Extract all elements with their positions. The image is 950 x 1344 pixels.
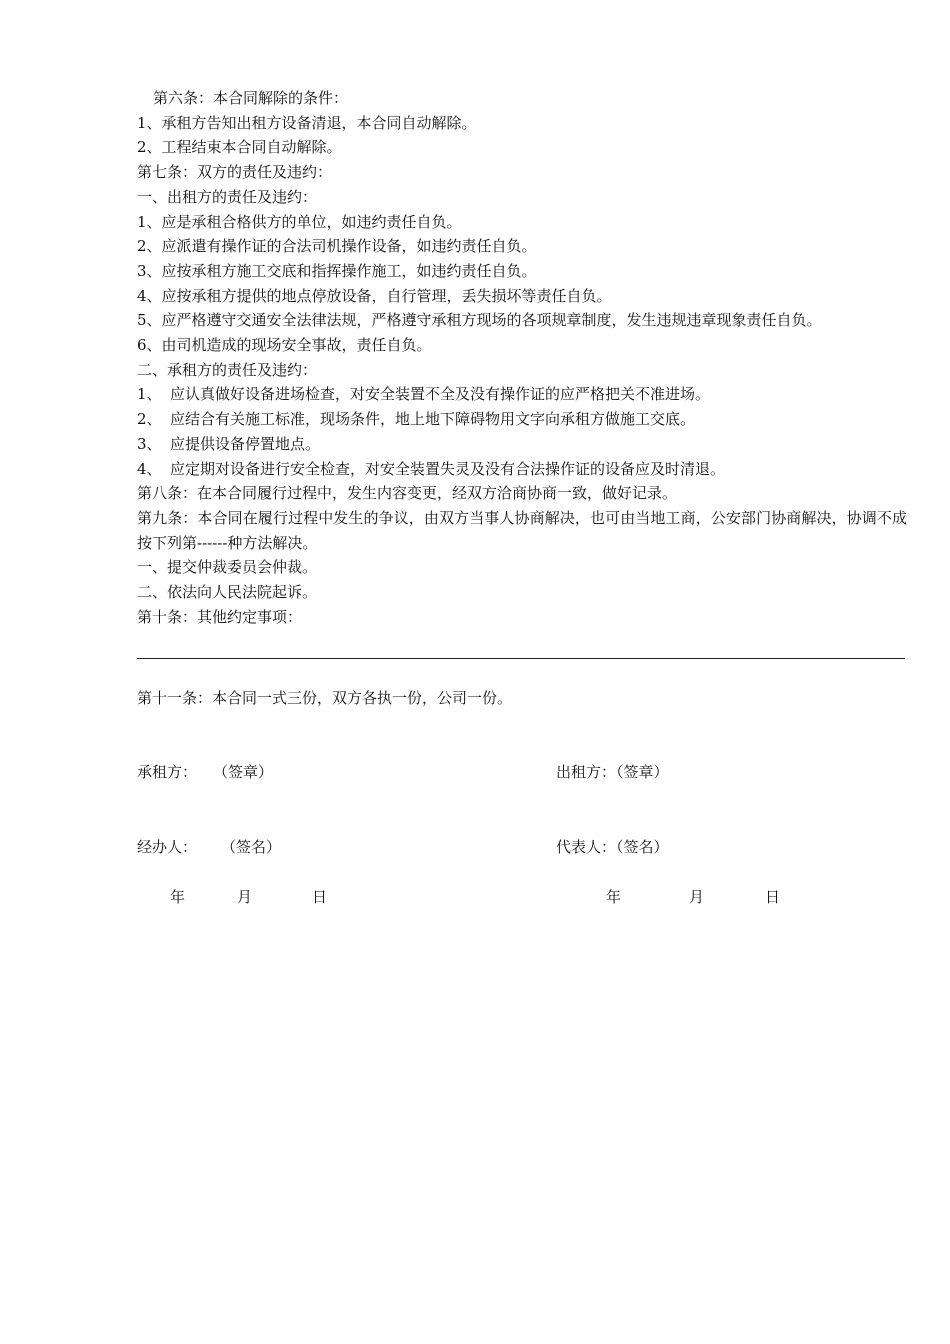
lessee-item-4: [137, 457, 907, 482]
article7-title: 第七条：双方的责任及违约：: [137, 163, 333, 182]
other-terms-fill-line: [137, 658, 905, 659]
contract-body: [137, 86, 907, 629]
article6-title: 第六条：本合同解除的条件：: [153, 89, 349, 107]
article11: 第十一条：本合同一式三份，双方各执一份，公司一份。: [137, 689, 513, 707]
lessor-item-1: 1、应是承租合格供方的单位，如违约责任自负。: [137, 212, 462, 231]
lessor-date-day: 日: [765, 888, 781, 906]
lessee-item-number: 3、: [137, 434, 162, 453]
lessor-heading: 一、出租方的责任及违约：: [137, 187, 318, 206]
lessee-item-number: 1、: [137, 385, 162, 404]
lessee-item-text: 应认真做好设备进场检查，对安全装置不全及没有操作证的应严格把关不准进场。: [170, 385, 711, 404]
lessor-item-4: 4、应按承租方提供的地点停放设备，自行管理，丢失损坏等责任自负。: [137, 286, 612, 305]
lessee-heading: 二、承租方的责任及违约：: [137, 360, 318, 379]
lessor-signature: 出租方：（签章）: [556, 763, 669, 781]
agent-signature-label: 经办人：: [137, 838, 198, 856]
lessee-date-month: 月: [237, 888, 253, 906]
article6-item-2: 2、工程结束本合同自动解除。: [137, 138, 342, 157]
representative-signature: 代表人：（签名）: [556, 838, 669, 856]
article9-option-2: 二、依法向人民法院起诉。: [137, 583, 318, 602]
lessor-item-6: 6、由司机造成的现场安全事故，责任自负。: [137, 336, 432, 355]
lessor-date-month: 月: [689, 888, 705, 906]
lessee-item-number: 4、: [137, 459, 162, 478]
lessor-date-year: 年: [606, 888, 622, 906]
lessor-item-5: 5、应严格遵守交通安全法律法规，严格遵守承租方现场的各项规章制度，发生违规违章现象责任自负。: [137, 311, 822, 330]
lessee-item-1: [137, 382, 907, 407]
lessee-item-number: 2、: [137, 410, 162, 429]
lessee-item-2: [137, 407, 907, 432]
agent-sign: （签名）: [221, 838, 282, 856]
article9-option-1: 一、提交仲裁委员会仲裁。: [137, 558, 318, 577]
article8: 第八条：在本合同履行过程中，发生内容变更，经双方洽商协商一致，做好记录。: [137, 484, 678, 503]
article6-item-1: 1、承租方告知出租方设备清退，本合同自动解除。: [137, 113, 477, 132]
lessee-item-3: [137, 432, 907, 457]
lessor-item-2: 2、应派遣有操作证的合法司机操作设备，如违约责任自负。: [137, 237, 537, 256]
lessee-item-text: 应结合有关施工标准，现场条件，地上地下障碍物用文字向承租方做施工交底。: [170, 410, 696, 429]
lessee-seal: （签章）: [213, 763, 274, 781]
article9-text: 第九条：本合同在履行过程中发生的争议，由双方当事人协商解决，也可由当地工商，公安部门协商解决，协调不成按下列第------种方法解决。: [137, 508, 907, 552]
lessor-item-3: 3、应按承租方施工交底和指挥操作施工，如违约责任自负。: [137, 261, 537, 280]
lessee-item-text: 应提供设备停置地点。: [170, 434, 321, 453]
lessee-signature-label: 承租方：: [137, 763, 198, 781]
article10: 第十条：其他约定事项：: [137, 607, 303, 626]
lessee-date-day: 日: [312, 888, 328, 906]
lessee-date-year: 年: [170, 888, 186, 906]
lessee-item-text: 应定期对设备进行安全检查，对安全装置失灵及没有合法操作证的设备应及时清退。: [170, 459, 726, 478]
